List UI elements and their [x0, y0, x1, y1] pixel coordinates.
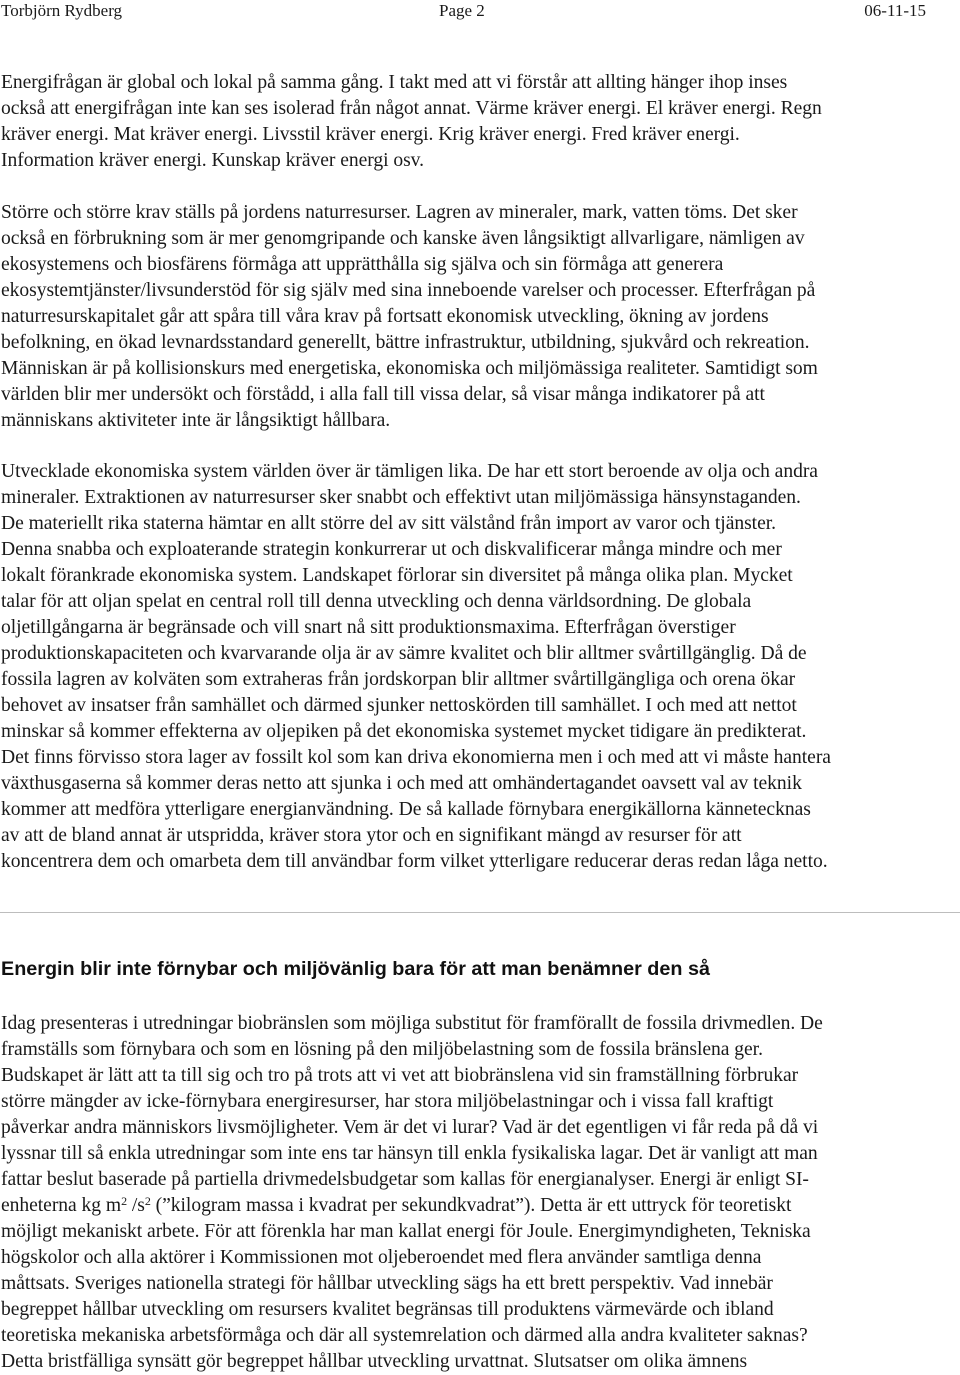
text-line: minskar så kommer effekterna av oljepiken på det ekonomiska systemet mycket tidigare än predikterat. — [1, 721, 807, 742]
text-line: Budskapet är lätt att ta till sig och tro på trots att vi vet att biobränslena vid sin framställning förbrukar — [1, 1065, 799, 1086]
text-line: begreppet hållbar utveckling om resursers kvalitet begränsas till produktens värmevärde och ibland — [1, 1299, 774, 1320]
text-line: Det finns förvisso stora lager av fossilt kol som kan driva ekonomierna men i och med att vi måste hantera — [1, 747, 831, 768]
formula-prefix: enheterna kg m — [1, 1195, 122, 1216]
text-line: kräver energi. Mat kräver energi. Livsstil kräver energi. Krig kräver energi. Fred kräver energi. — [1, 124, 740, 145]
text-line: Detta bristfälliga synsätt gör begreppet hållbar utveckling urvattnat. Slutsatser om olika ämnens — [1, 1351, 748, 1372]
text-line: växthusgaserna så kommer deras netto att sjunka i och med att omhändertagandet oavsett val av teknik — [1, 773, 802, 794]
paragraph-energy-global — [1, 70, 957, 174]
formula-suffix: (”kilogram massa i kvadrat per sekundkvadrat”). Detta är ett uttryck för teoretiskt — [150, 1195, 792, 1216]
text-line: måttsats. Sveriges nationella strategi för hållbar utveckling sägs ha ett brett perspektiv. Vad innebär — [1, 1273, 773, 1294]
section-divider — [0, 912, 960, 913]
section-heading: Energin blir inte förnybar och miljövänlig bara för att man benämner den så — [1, 958, 710, 980]
text-line: Utvecklade ekonomiska system världen över är tämligen lika. De har ett stort beroende av olja och andra — [1, 461, 818, 482]
text-line: Energifrågan är global och lokal på samma gång. I takt med att vi förstår att allting hänger ihop inses — [1, 72, 788, 93]
text-line: naturresurskapitalet går att spåra till våra krav på fortsatt ekonomisk utveckling, ökning av jordens — [1, 306, 769, 327]
text-line: världen blir mer undersökt och förstådd, i alla fall till vissa delar, så visar många indikatorer på att — [1, 384, 765, 405]
paragraph-natural-resources — [1, 200, 957, 434]
text-line: också att energifrågan inte kan ses isolerad från något annat. Värme kräver energi. El kräver energi. Regn — [1, 98, 822, 119]
text-line: Denna snabba och exploaterande strategin konkurrerar ut och diskvalificerar många mindre och mer — [1, 539, 782, 560]
text-line: De materiellt rika staterna hämtar en allt större del av sitt välstånd från import av varor och tjänster. — [1, 513, 776, 534]
text-line: befolkning, en ökad levnardsstandard generellt, bättre infrastruktur, utbildning, sjukvård och rekreation. — [1, 332, 810, 353]
text-line: Information kräver energi. Kunskap kräver energi osv. — [1, 150, 425, 171]
text-line: lyssnar till så enkla utredningar som inte ens tar hänsyn till enkla fysikaliska lagar. Det är vanligt att man — [1, 1143, 818, 1164]
text-line: framställs som förnybara och som en lösning på den miljöbelastning som de fossila bränslena ger. — [1, 1039, 763, 1060]
text-line: ekosystemtjänster/livsunderstöd för sig själv med sina inneboende varelser och processer. Efterfrågan på — [1, 280, 816, 301]
text-line: oljetillgångarna är begränsade och vill snart nå sitt produktionsmaxima. Efterfrågan överstiger — [1, 617, 736, 638]
text-line: fossila lagren av kolväten som extraheras från jordskorpan blir alltmer svårtillgängliga och orena ökar — [1, 669, 796, 690]
text-line: ekosystemens och biosfärens förmåga att upprätthålla sig själva och sin förmåga att generera — [1, 254, 724, 275]
text-line: större mängder av icke-förnybara energiresurser, har stora miljöbelastningar och i vissa fall kraftigt — [1, 1091, 774, 1112]
text-line: produktionskapaciteten och kvarvarande olja är av sämre kvalitet och blir alltmer svårtillgänglig. Då de — [1, 643, 807, 664]
text-line: behovet av insatser från samhället och därmed sjunker nettoskörden till samhället. I och med att nettot — [1, 695, 797, 716]
text-line: koncentrera dem och omarbeta dem till användbar form vilket ytterligare reducerar deras redan låga netto. — [1, 851, 828, 872]
header-author: Torbjörn Rydberg — [1, 1, 123, 20]
text-line: också en förbrukning som är mer genomgripande och kanske även långsiktigt allvarligare, nämligen av — [1, 228, 805, 249]
text-line: människans aktiviteter inte är långsiktigt hållbara. — [1, 410, 391, 431]
text-line: Större och större krav ställs på jordens naturresurser. Lagren av mineraler, mark, vatten töms. Det sker — [1, 202, 798, 223]
text-line: fattar beslut baserade på partiella drivmedelsbudgetar som kallas för energianalyser. Energi är enligt SI- — [1, 1169, 809, 1190]
text-line: påverkar andra människors livsmöjligheter. Vem är det vi lurar? Vad är det egentligen vi får reda på då vi — [1, 1117, 819, 1138]
text-line: Idag presenteras i utredningar biobränslen som möjliga substitut för framförallt de fossila drivmedlen. De — [1, 1013, 823, 1034]
text-line: lokalt förankrade ekonomiska system. Landskapet förlorar sin diversitet på många olika plan. Mycket — [1, 565, 793, 586]
text-line: av att de bland annat är utspridda, kräver stora ytor och en signifikant mängd av resurser för att — [1, 825, 742, 846]
page-header — [0, 0, 960, 22]
formula-middle: /s — [127, 1195, 145, 1216]
text-line: mineraler. Extraktionen av naturresurser sker snabbt och effektivt utan miljömässiga hänsynstaganden. — [1, 487, 801, 508]
text-line: teoretiska mekaniska arbetsförmåga och där all systemrelation och därmed alla andra kvaliteter saknas? — [1, 1325, 808, 1346]
text-line: Människan är på kollisionskurs med energetiska, ekonomiska och miljömässiga realiteter. Samtidigt som — [1, 358, 818, 379]
paragraph-economic-systems — [1, 459, 957, 875]
header-page-number: Page 2 — [439, 1, 485, 20]
text-line: kommer att medföra ytterligare energianvändning. De så kallade förnybara energikällorna kännetecknas — [1, 799, 811, 820]
header-date: 06-11-15 — [864, 1, 926, 20]
superscript-2: 2 — [121, 1194, 128, 1208]
paragraph-biofuels — [1, 1011, 957, 1375]
text-line: högskolor och alla aktörer i Kommissionen mot oljeberoendet med flera använder samtliga denna — [1, 1247, 762, 1268]
text-line: talar för att oljan spelat en central roll till denna utveckling och denna världsordning. De globala — [1, 591, 752, 612]
text-line: möjligt mekaniskt arbete. För att förenkla har man kallat energi för Joule. Energimyndigheten, Tekniska — [1, 1221, 811, 1242]
formula-line — [1, 1193, 957, 1219]
superscript-2: 2 — [144, 1194, 151, 1208]
